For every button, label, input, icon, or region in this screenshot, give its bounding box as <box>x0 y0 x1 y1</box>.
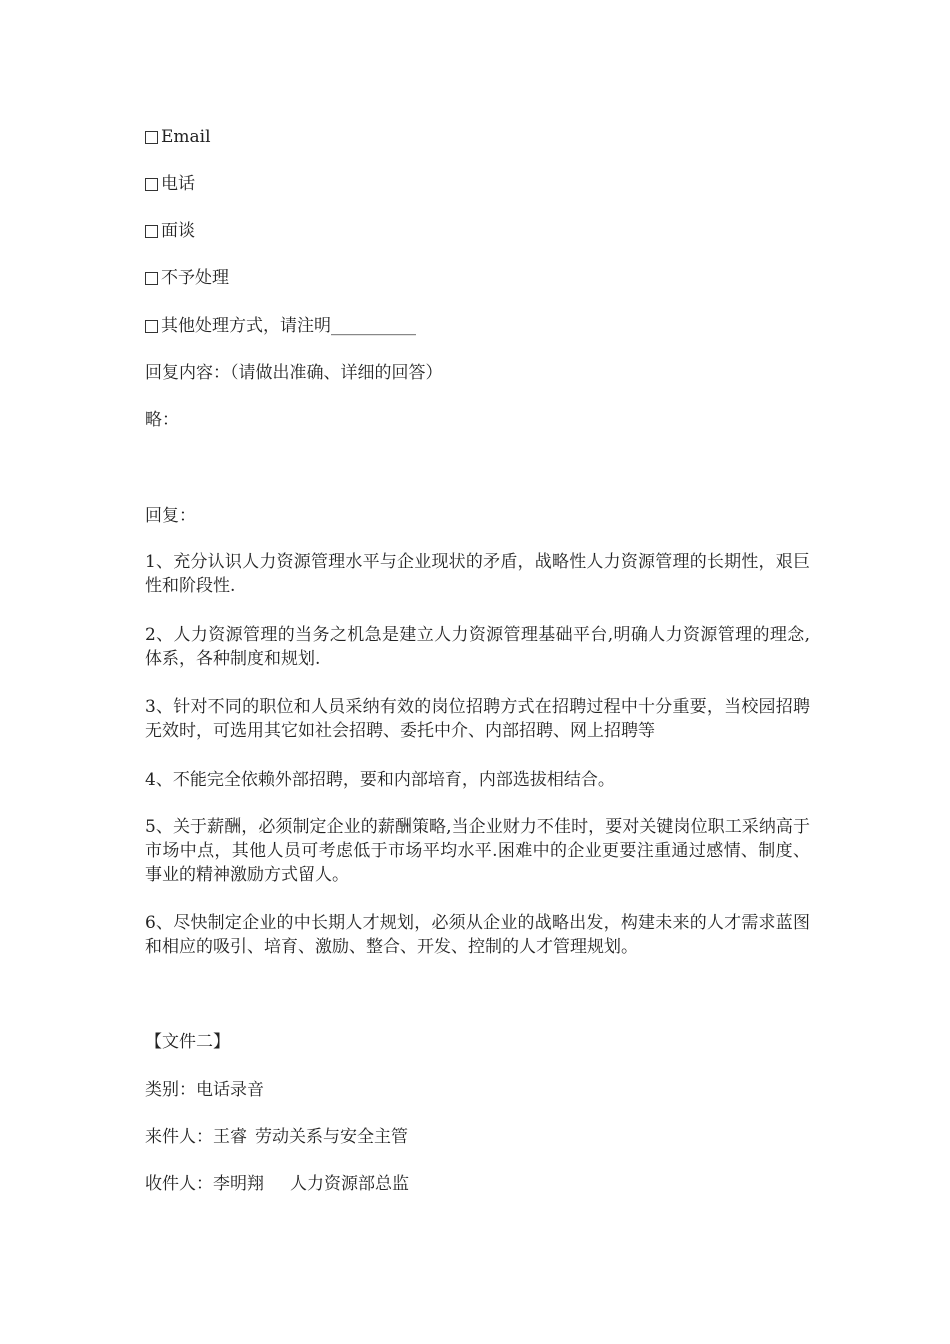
option-no-action-label: 不予处理 <box>161 268 229 288</box>
option-phone[interactable] <box>145 172 810 196</box>
option-meeting[interactable] <box>145 219 810 243</box>
checkbox-icon[interactable] <box>145 225 158 238</box>
recipient-title: 人力资源部总监 <box>290 1174 409 1194</box>
reply-point-4: 4、不能完全依赖外部招聘，要和内部培育，内部选拔相结合。 <box>145 770 615 790</box>
file2-category: 类别：电话录音 <box>145 1080 264 1100</box>
recipient-name: 李明翔 <box>213 1174 264 1194</box>
reply-point-6: 6、尽快制定企业的中长期人才规划，必须从企业的战略出发，构建未来的人才需求蓝图和相应的吸引、培育、激励、整合、开发、控制的人才管理规划。 <box>145 913 810 957</box>
file2-recipient <box>145 1172 810 1196</box>
option-no-action[interactable] <box>145 266 810 290</box>
sender-label: 来件人： <box>145 1127 213 1147</box>
reply-point-3: 3、针对不同的职位和人员采纳有效的岗位招聘方式在招聘过程中十分重要，当校园招聘无效时，可选用其它如社会招聘、委托中介、内部招聘、网上招聘等 <box>145 697 810 741</box>
sender-name: 王睿 <box>213 1127 247 1147</box>
reply-point-5: 5、关于薪酬，必须制定企业的薪酬策略,当企业财力不佳时，要对关键岗位职工采纳高于市场中点，其他人员可考虑低于市场平均水平.困难中的企业更要注重通过感情、制度、事业的精神激励方式留人。 <box>145 817 810 885</box>
checkbox-icon[interactable] <box>145 131 158 144</box>
omitted-label: 略： <box>145 410 179 430</box>
option-email[interactable] <box>145 125 810 149</box>
checkbox-icon[interactable] <box>145 320 158 333</box>
option-email-label: Email <box>161 127 211 147</box>
sender-title: 劳动关系与安全主管 <box>255 1127 408 1147</box>
file2-sender <box>145 1125 810 1149</box>
option-meeting-label: 面谈 <box>161 221 195 241</box>
option-other-label: 其他处理方式，请注明__________ <box>161 316 416 336</box>
option-phone-label: 电话 <box>161 174 195 194</box>
reply-point-2: 2、人力资源管理的当务之机急是建立人力资源管理基础平台,明确人力资源管理的理念,体系，各种制度和规划. <box>145 625 810 669</box>
reply-point-1: 1、充分认识人力资源管理水平与企业现状的矛盾，战略性人力资源管理的长期性，艰巨性和阶段性. <box>145 552 810 596</box>
checkbox-icon[interactable] <box>145 178 158 191</box>
file2-heading: 【文件二】 <box>145 1032 230 1052</box>
reply-label: 回复： <box>145 506 196 526</box>
reply-content-label: 回复内容：（请做出准确、详细的回答） <box>145 363 443 383</box>
recipient-label: 收件人： <box>145 1174 213 1194</box>
option-other[interactable] <box>145 314 810 338</box>
checkbox-icon[interactable] <box>145 272 158 285</box>
